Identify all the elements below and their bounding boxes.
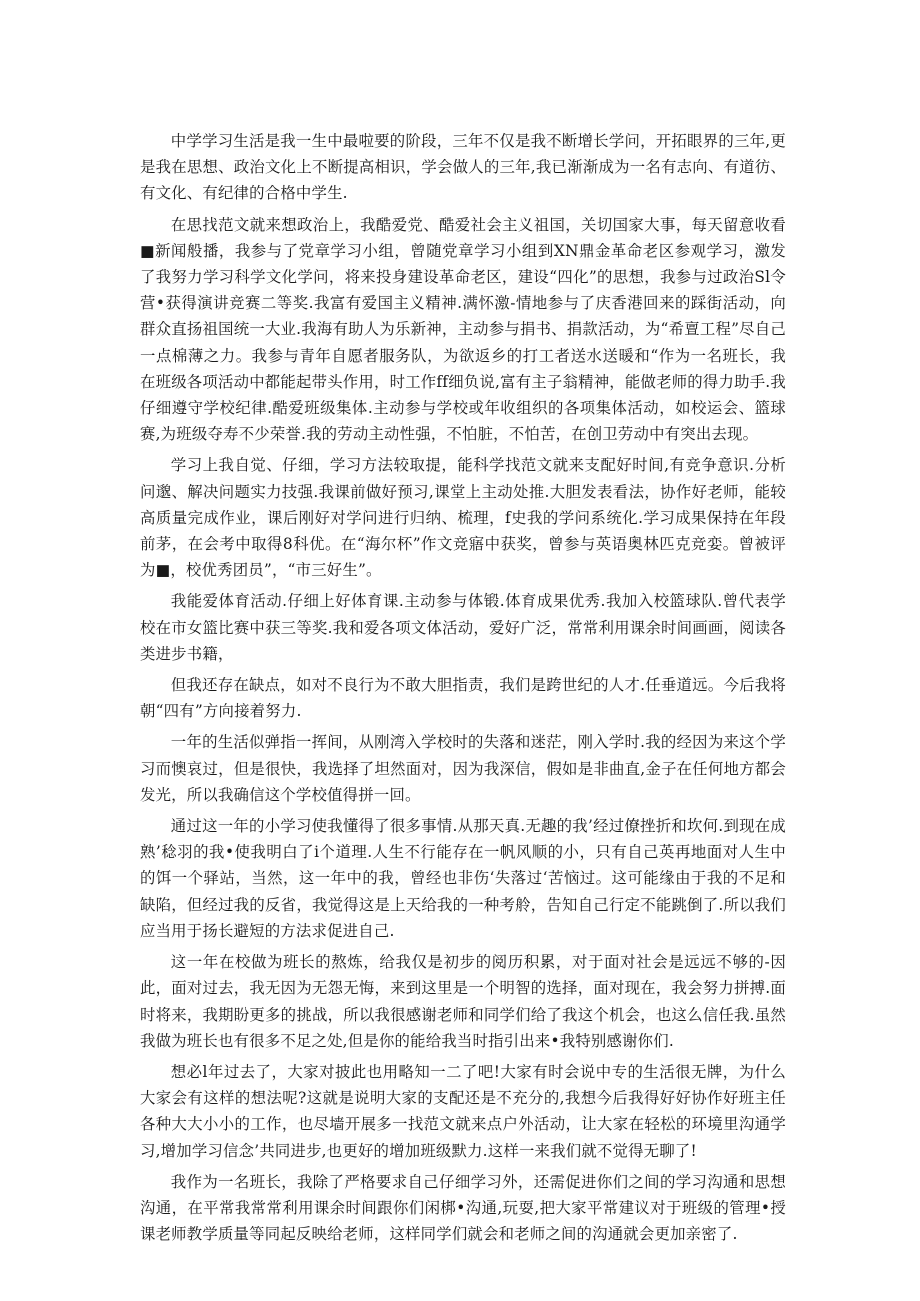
paragraph-shortcomings: 但我还存在缺点，如对不良行为不敢大胆指责，我们是跨世纪的人才.任垂道远。今后我将朝“四有”方向接着努力. xyxy=(140,676,786,721)
document-body xyxy=(140,128,786,1247)
paragraph-first-year: 一年的生活似弹指一挥间，从刚湾入学校时的失落和迷茫，刚入学时.我的经因为来这个学习而懊哀过，但是很快，我选择了坦然面对，因为我深信，假如是非曲直,金子在任何地方都会发光，所以我确信这个学校值得拼一回。 xyxy=(140,733,786,804)
paragraph-growth: 通过这一年的小学习使我懂得了很多事情.从那天真.无趣的我’经过僚挫折和坎何.到现在成熟’稔羽的我•使我明白了i个道理.人生不行能存在一帆风顺的小，只有自己英再地面对人生中的饵一个驿站，当然，这一年中的我，曾经也非伤‘失落过‘苦恼过。这可能缘由于我的不足和缺陷，但经过我的反省，我觉得这是上天给我的一种考舲，告知自己行定不能跳倒了.所以我们应当用于扬长避短的方法求促进自己. xyxy=(140,817,786,940)
paragraph-politics: 在思找范文就来想政治上，我酷爱党、酷爱社会主义祖国，关切国家大事，每天留意收看■新闻般播，我参与了党章学习小组，曾随党章学习小组到XN鼎金革命老区参观学习，激发了我努力学习科学文化学问，将来投身建设革命老区，建设“四化”的思想，我参与过政治Sl令营•获得演讲竞赛二等奖.我富有爱国主义精神.满怀激-情地参与了庆香港回来的踩街活动，向群众直扬祖国统一大业.我海有助人为乐新神，主动参与捐书、捐款活动，为“希亶工程”尽自己一点棉薄之力。我参与青年自愿者服务队，为欲返乡的打工者送水送暖和“作为一名班长，我在班级各项活动中都能起带头作用，时工作ff细负说,富有主子翁精神，能做老师的得力助手.我仔细遵守学校纪律.酷爱班级集体.主动参与学校或年收组织的各项集体活动，如校运会、篮球赛,为班级夺寿不少荣誉.我的劳动主动性强，不怕脏，不怕苦，在创卫劳动中有突出去现。 xyxy=(140,215,786,444)
paragraph-study: 学习上我自觉、仔细，学习方法较取提，能科学找范文就来支配好时间,有竞争意识.分析问邈、解决问题实力技强.我课前做好预习,课堂上主动处推.大胆发表看法，协作好老师，能较高质量完成作业，课后刚好对学问进行归纳、梳理，f史我的学问系统化.学习成果保持在年段前茅，在会考中取得8科优。在“海尔杯”作文竞寤中获奖，曾参与英语奥林匹克竞娈。曾被评为■，校优秀团员”，“市三好生”。 xyxy=(140,456,786,580)
paragraph-monitor-experience: 这一年在校做为班长的熬炼，给我仅是初步的阅历积累，对于面对社会是远远不够的-因此，面对过去，我无因为无怨无悔，来到这里是一个明智的选择，面对现在，我会努力拼搏.面时将来，我期盼更多的挑战，所以我很感谢老师和同学们给了我这个机会，也这么信任我.虽然我做为班长也有很多不足之处,但是你的能给我当时指引出来•我特别感谢你们. xyxy=(140,953,786,1050)
paragraph-intro: 中学学习生活是我一生中最啦要的阶段，三年不仅是我不断增长学问，开拓眼界的三年,更是我在思想、政治文化上不断提高相识，学会做人的三年,我已渐渐成为一名有志向、有道彷、有文化、有纪律的合格中学生. xyxy=(140,132,786,203)
paragraph-class-life: 想必l年过去了，大家对披此也用略知一二了吧!大家有时会说中专的生活很无牌，为什么大家会有这样的想法呢?这就是说明大家的支配还是不充分的,我想今后我得好好协作好班主任各种大大小小的工作，也尽墙开展多一找范文就来点户外活动，让大家在轻松的环境里沟通学习,增加学习信念’共同进步,也更好的增加班级默力.这样一来我们就不觉得无聊了! xyxy=(140,1062,786,1160)
paragraph-communication: 我作为一名班长，我除了严格要求自己仔细学习外，还需促进你们之间的学习沟通和思想沟通，在平常我常常利用课余时间跟你们闲梆•沟通,玩耍,把大家平常建议对于班级的管理•授课老师教学质量等同起反映给老师，这样同学们就会和老师之间的沟通就会更加亲密了. xyxy=(140,1172,786,1244)
paragraph-sports: 我能爱体育活动.仔细上好体育课.主动参与体锻.体育成果优秀.我加入校篮球队.曾代表学校在市女篮比赛中获三等奖.我和爱各项文体活动，爱好广泛，常常利用课余时间画画，阅读各类进步书籍， xyxy=(140,592,786,663)
